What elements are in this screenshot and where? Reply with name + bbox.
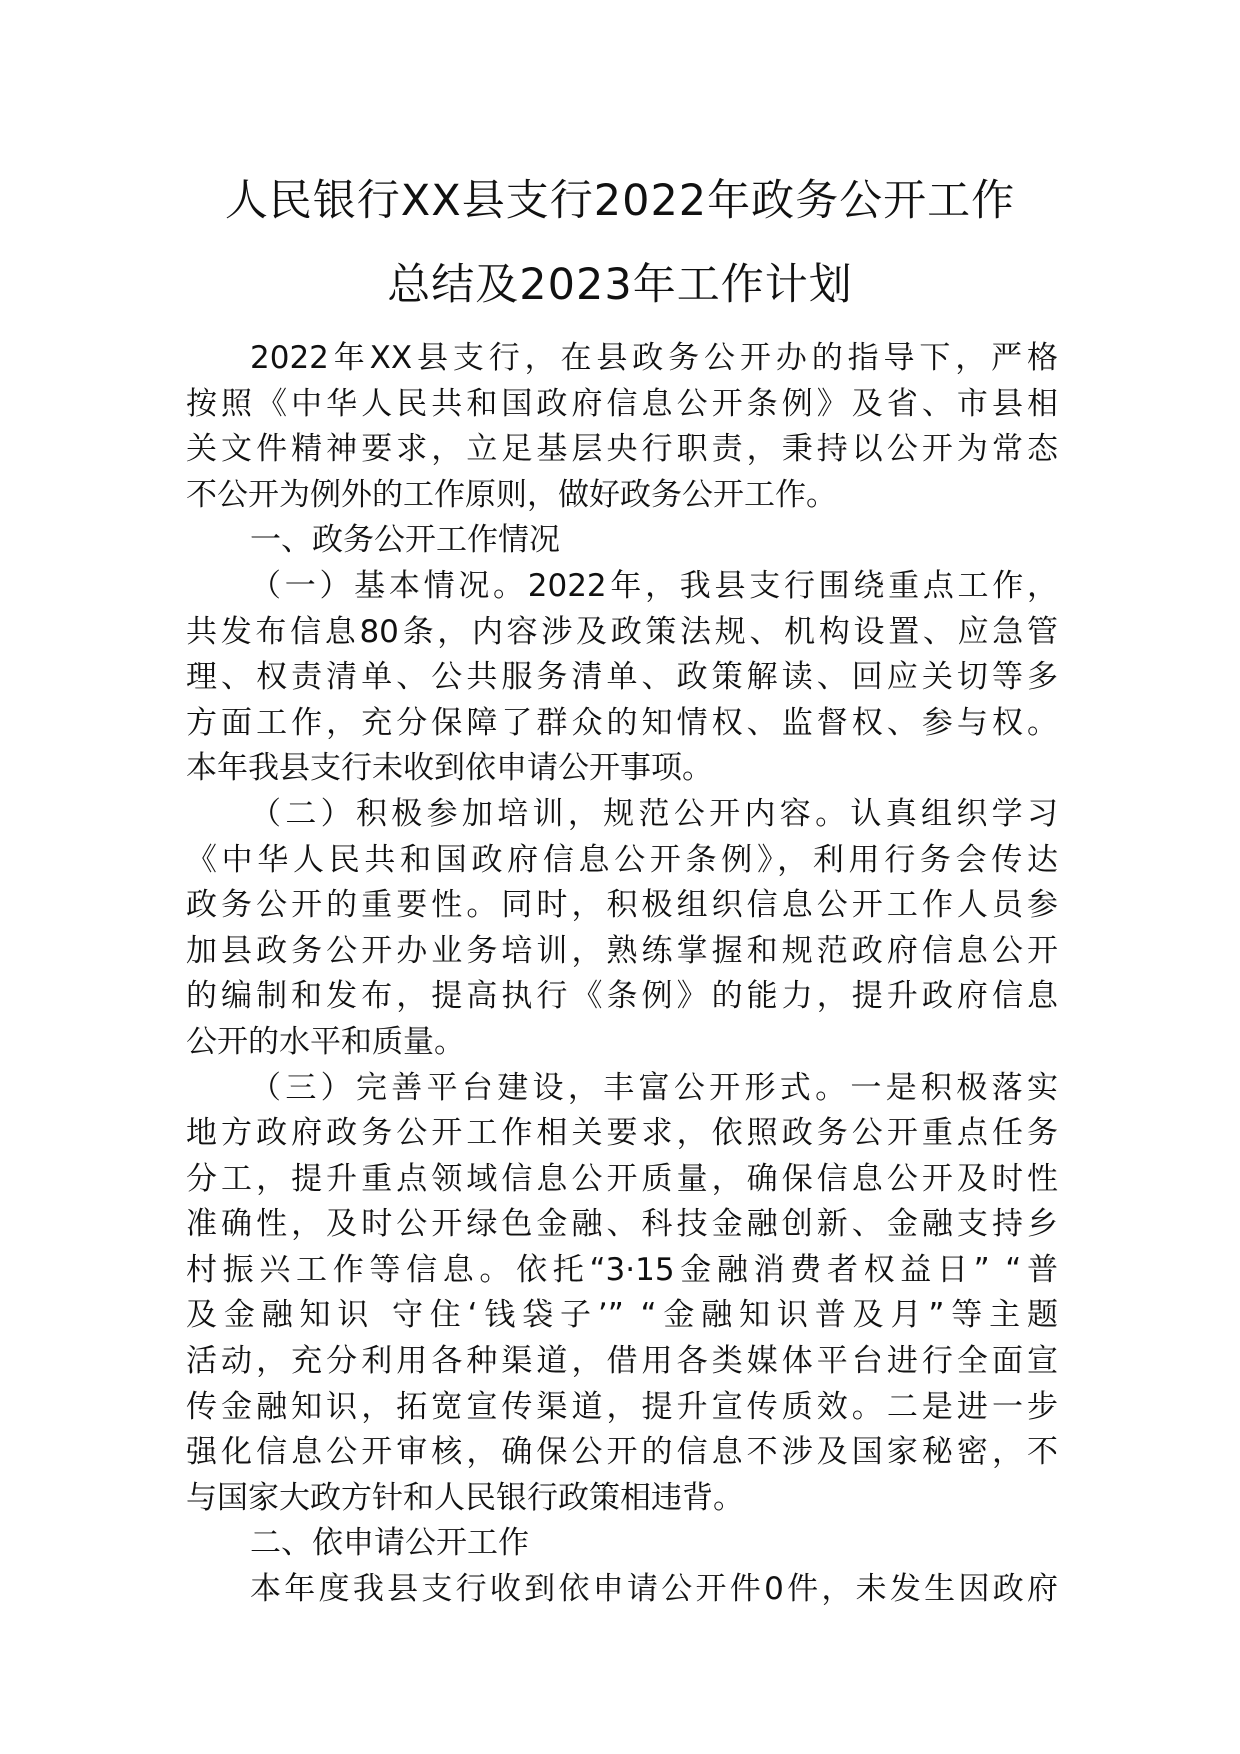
- body-text-line: （三）完善平台建设，丰富公开形式。一是积极落实: [250, 1069, 1058, 1106]
- body-text-line: 准确性，及时公开绿色金融、科技金融创新、金融支持乡: [186, 1206, 1058, 1243]
- body-text-line: 传金融知识，拓宽宣传渠道，提升宣传质效。二是进一步: [186, 1388, 1058, 1425]
- body-text-line: 分工，提升重点领域信息公开质量，确保信息公开及时性: [186, 1160, 1058, 1197]
- document-body: [186, 336, 1058, 1613]
- body-text-line: 不公开为例外的工作原则，做好政务公开工作。: [186, 476, 837, 513]
- body-text-line: 本年度我县支行收到依申请公开件0件，未发生因政府: [250, 1571, 1058, 1608]
- body-text-line: 关文件精神要求，立足基层央行职责，秉持以公开为常态: [186, 431, 1058, 468]
- document-title-line-1: 人民银行XX县支行2022年政务公开工作: [224, 176, 1016, 226]
- document-title-line-2: 总结及2023年工作计划: [387, 260, 853, 310]
- body-text-line: 强化信息公开审核，确保公开的信息不涉及国家秘密，不: [186, 1434, 1058, 1471]
- body-text-line: 一、政务公开工作情况: [250, 522, 560, 559]
- body-text-line: 与国家大政方针和人民银行政策相违背。: [186, 1479, 744, 1516]
- body-text-line: 政务公开的重要性。同时，积极组织信息公开工作人员参: [186, 887, 1058, 924]
- body-text-line: 活动，充分利用各种渠道，借用各类媒体平台进行全面宣: [186, 1343, 1058, 1380]
- body-text-line: 加县政务公开办业务培训，熟练掌握和规范政府信息公开: [186, 932, 1058, 969]
- body-text-line: （一）基本情况。2022年，我县支行围绕重点工作，: [250, 567, 1058, 604]
- body-text-line: 《中华人民共和国政府信息公开条例》，利用行务会传达: [186, 841, 1058, 878]
- body-text-line: 理、权责清单、公共服务清单、政策解读、回应关切等多: [186, 659, 1058, 696]
- body-text-line: 村振兴工作等信息。依托“3·15金融消费者权益日” “普: [186, 1251, 1058, 1288]
- body-text-line: 方面工作，充分保障了群众的知情权、监督权、参与权。: [186, 704, 1058, 741]
- body-text-line: 地方政府政务公开工作相关要求，依照政务公开重点任务: [186, 1115, 1058, 1152]
- body-text-line: 的编制和发布，提高执行《条例》的能力，提升政府信息: [186, 978, 1058, 1015]
- body-text-line: 按照《中华人民共和国政府信息公开条例》及省、市县相: [186, 385, 1058, 422]
- body-text-line: 公开的水平和质量。: [186, 1023, 465, 1060]
- body-text-line: 2022年XX县支行，在县政务公开办的指导下，严格: [250, 340, 1058, 376]
- body-text-line: 本年我县支行未收到依申请公开事项。: [186, 750, 713, 787]
- body-text-line: 共发布信息80条，内容涉及政策法规、机构设置、应急管: [186, 613, 1058, 650]
- body-text-line: 二、依申请公开工作: [250, 1525, 529, 1562]
- body-text-line: 及金融知识 守住‘钱袋子’” “金融知识普及月”等主题: [186, 1297, 1058, 1334]
- body-text-line: （二）积极参加培训，规范公开内容。认真组织学习: [250, 795, 1058, 832]
